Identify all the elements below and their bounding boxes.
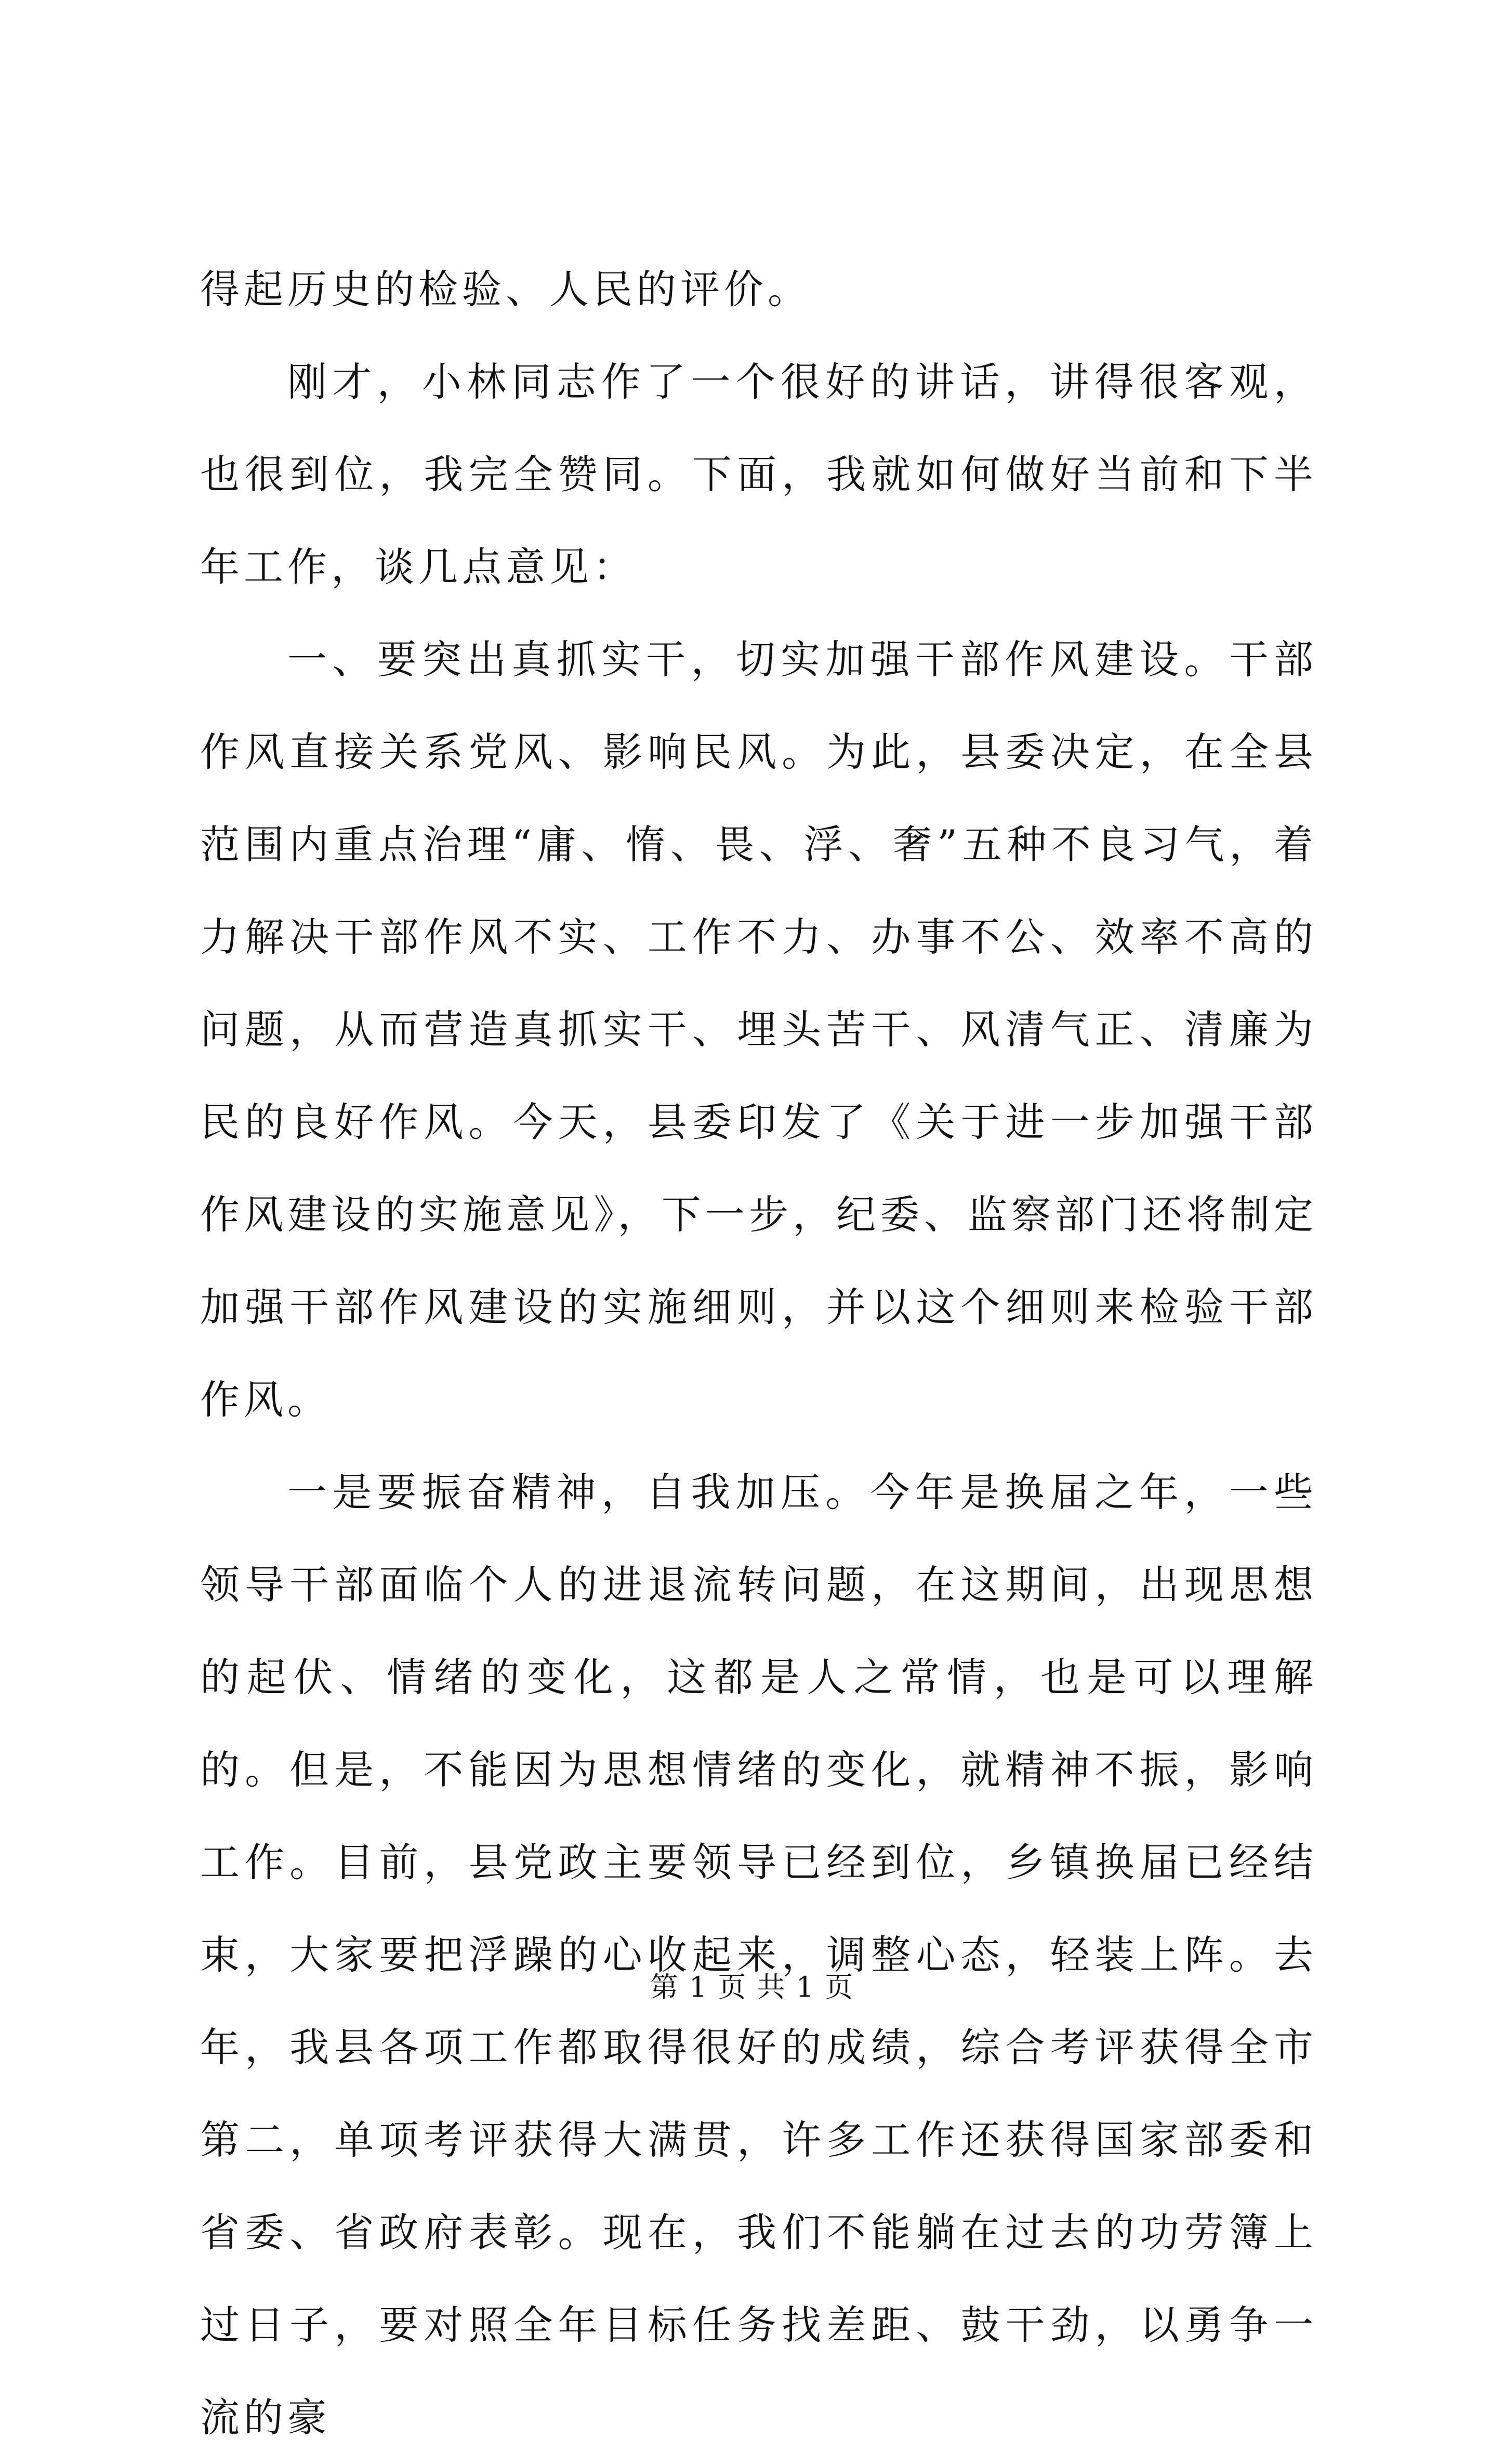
paragraph-4: 一是要振奋精神，自我加压。今年是换届之年，一些领导干部面临个人的进退流转问题，在这期间，出现思想的起伏、情绪的变化，这都是人之常情，也是可以理解的。但是，不能因为思想情绪的变化，就精神不振，影响工作。目前，县党政主要领导已经到位，乡镇换届已经结束，大家要把浮躁的心收起来，调整心态，轻装上阵。去年，我县各项工作都取得很好的成绩，综合考评获得全市第二，单项考评获得大满贯，许多工作还获得国家部委和省委、省政府表彰。现在，我们不能躺在过去的功劳簿上过日子，要对照全年目标任务找差距、鼓干劲，以勇争一流的豪	[200, 1469, 1317, 2441]
page-number-label: 第 1 页 共 1 页	[650, 1971, 854, 2003]
paragraph-1: 得起历史的检验、人民的评价。	[200, 266, 811, 312]
paragraph-2: 刚才，小林同志作了一个很好的讲话，讲得很客观，也很到位，我完全赞同。下面，我就如何做好当前和下半年工作，谈几点意见：	[200, 359, 1317, 590]
paragraph-3: 一、要突出真抓实干，切实加强干部作风建设。干部作风直接关系党风、影响民风。为此，县委决定，在全县范围内重点治理“庸、惰、畏、浮、奢”五种不良习气，着力解决干部作风不实、工作不力、办事不公、效率不高的问题，从而营造真抓实干、埋头苦干、风清气正、清廉为民的良好作风。今天，县委印发了《关于进一步加强干部作风建设的实施意见》，下一步，纪委、监察部门还将制定加强干部作风建设的实施细则，并以这个细则来检验干部作风。	[200, 636, 1317, 1423]
page-footer	[0, 1969, 1504, 2006]
document-body	[200, 243, 1317, 2464]
